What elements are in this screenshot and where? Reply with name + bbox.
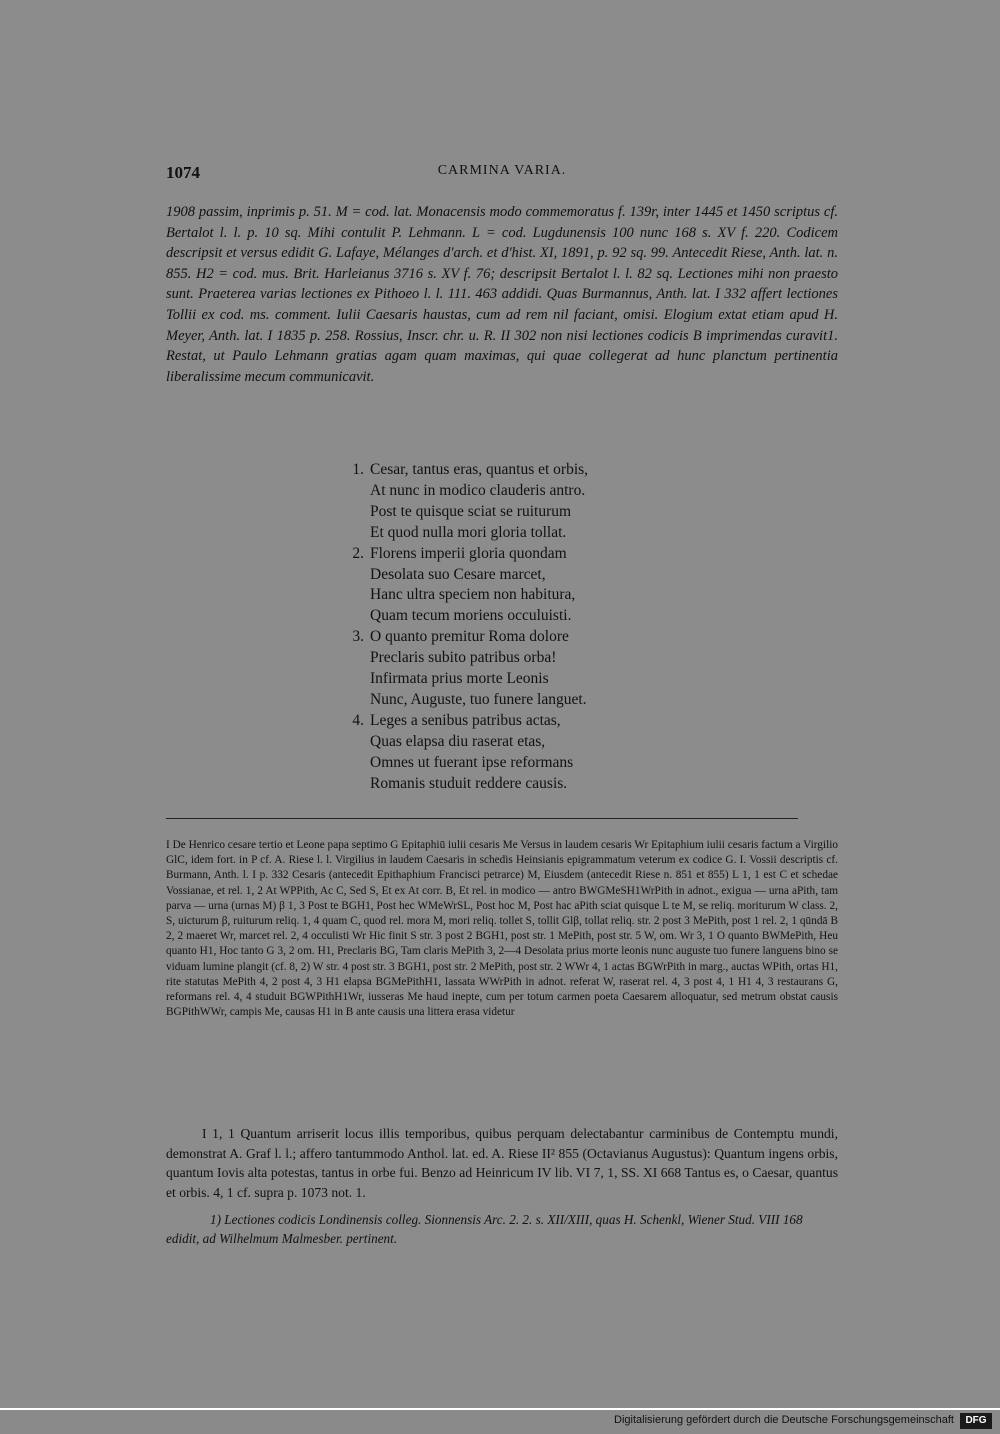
stanza-number [336, 606, 370, 627]
footnote [166, 1210, 838, 1248]
verse-line [336, 565, 716, 586]
verse-line [336, 502, 716, 523]
divider [166, 818, 798, 819]
verse-text: Desolata suo Cesare marcet, [370, 565, 546, 583]
running-title: CARMINA VARIA. [437, 163, 567, 178]
verse-text: Hanc ultra speciem non habitura, [370, 586, 576, 604]
commentary [166, 1124, 838, 1202]
verse-line [336, 648, 716, 669]
stanza [336, 544, 716, 628]
stanza [336, 627, 716, 711]
verse-text: Et quod nulla mori gloria tollat. [370, 523, 567, 541]
verse-text: O quanto premitur Roma dolore [370, 628, 569, 646]
commentary-text: I 1, 1 Quantum arriserit locus illis temporibus, quibus perquam delectabantur carminibus de Contemptu mundi, demonstrat A. Graf l. l.; affero tantummodo Anthol. lat. ed. A. Riese II² 855 (Octavianus Augustus): Quantum ingens orbis, quantum Iovis alta potestas, tantus in orbe fui. Benzo ad Heinricum IV lib. VI 7, 1, SS. XI 668 Tantus es, o Caesar, quantus et orbis. 4, 1 cf. supra p. 1073 not. 1. [166, 1126, 838, 1200]
verse-line [336, 544, 716, 565]
verse-line [336, 523, 716, 544]
verse-text: Quam tecum moriens occuluisti. [370, 607, 572, 625]
stanza-number: 2. [352, 544, 364, 562]
stanza-number [336, 523, 370, 544]
stanza-number [336, 585, 370, 606]
verse-text: Quas elapsa diu raserat etas, [370, 732, 546, 750]
introduction-paragraph [166, 202, 838, 387]
verse-text: Preclaris subito patribus orba! [370, 649, 557, 667]
stanza-number [336, 565, 370, 586]
verse-text: Omnes ut fuerant ipse reformans [370, 753, 574, 771]
page-header [166, 163, 838, 185]
verse-line [336, 481, 716, 502]
verse-line [336, 627, 716, 648]
footnote-text: 1) Lectiones codicis Londinensis colleg. Sionnensis Arc. 2. 2. s. XII/XIII, quas H. Schenkl, Wiener Stud. VIII 168 edidit, ad Wilhelmum Malmesber. pertinent. [166, 1212, 803, 1246]
verse-text: Post te quisque sciat se ruiturum [370, 502, 572, 520]
verse-text: Nunc, Auguste, tuo funere languet. [370, 690, 587, 708]
critical-apparatus [166, 838, 838, 1020]
verse-line [336, 690, 716, 711]
verse-text: Florens imperii gloria quondam [370, 544, 567, 562]
verse-text: Romanis studuit reddere causis. [370, 774, 568, 792]
verse-text: Cesar, tantus eras, quantus et orbis, [370, 461, 589, 478]
stanza-number [336, 753, 370, 774]
verse-line [336, 669, 716, 690]
page-number: 1074 [166, 163, 200, 182]
poem [336, 460, 716, 795]
stanza-number [336, 648, 370, 669]
verse-text: At nunc in modico clauderis antro. [370, 481, 586, 499]
verse-line [336, 774, 716, 795]
stanza [336, 460, 716, 544]
stanza-number [336, 774, 370, 795]
viewer-footer [0, 1408, 1000, 1434]
verse-line [336, 606, 716, 627]
verse-line [336, 585, 716, 606]
stanza-number: 1. [352, 461, 364, 478]
dfg-logo: DFG [960, 1413, 992, 1429]
stanza-number [336, 690, 370, 711]
verse-text: Leges a senibus patribus actas, [370, 711, 561, 729]
verse-line [336, 460, 716, 481]
stanza-number: 3. [352, 628, 364, 646]
stanza-number [336, 502, 370, 523]
stanza-number [336, 481, 370, 502]
verse-text: Infirmata prius morte Leonis [370, 670, 549, 688]
stanza-number [336, 669, 370, 690]
verse-line [336, 732, 716, 753]
stanza-number [336, 732, 370, 753]
verse-line [336, 711, 716, 732]
funding-credit: Digitalisierung gefördert durch die Deutsche Forschungsgemeinschaft [614, 1414, 954, 1426]
apparatus-text: I De Henrico cesare tertio et Leone papa septimo G Epitaphiū iulii cesaris Me Versus in laudem cesaris Wr Epitaphium iulii cesaris factum a Virgilio GlC, idem fort. in P cf. A. Riese l. l. Virgilius in laudem Caesaris in schedis Heinsianis epigrammatum veterum ex codice G. I. Vossii descriptis cf. Burmann, Anth. l. I p. 332 Cesaris (antecedit Epithaphium Francisci petrarce) M, Eiusdem (antecedit Riese n. 851 et 855) L 1, 1 est C et schedae Vossianae, et rel. 1, 2 At WPPith, Ac C, Sed S, Et ex At corr. B, Et rel. in modico — antro BWGMeSH1WrPith in adnot., exigua — urna aPith, tam parva — urna (urnas M) β 1, 3 Post te BGH1, Post hec WMeWrSL, Post hoc M, Post hac aPith sciat quisque L te M, se reliq. moriturum W class. 2, S, uicturum β, ruiturum reliq. 1, 4 quam C, quod rel. mora M, mori reliq. tollet S, tollit Glβ, tollat reliq. str. 2 post 3 MePith, post 1 rel. 2, 1 qūndā B 2, 2 maeret Wr, marcet rel. 2, 4 occulisti Wr Hic finit S str. 3 post 2 BGH1, post str. 1 MePith, post str. 5 W, om. Wr 3, 1 O quanto BWMePith, Heu quanto H1, Hoc tanto G 3, 2 om. H1, Preclaris BG, Tam claris MePith 3, 2—4 Desolata prius morte leonis nunc auguste tuo funere languens bino se viduam lumine plangit (cf. 8, 2) W str. 4 post str. 3 BGH1, post str. 2 MePith, post str. 2 WWr 4, 1 actas BGWrPith in marg., auctas WPith, ortas H1, rite statutas MePith 4, 2 post 4, 3 H1 elapsa BGMePithH1, lassata WWrPith in adnot. referat W, raserat rel. 4, 3 post 4, 1 H1 4, 3 restaurans G, reformans rel. 4, 4 studuit BGWPithH1Wr, iusseras Me haud inepte, cum per totum carmen poeta Caesarem alloquatur, sed metrum obstat causis BGPithWWr, campis Me, causas H1 in B ante causis una littera erasa videtur [166, 839, 838, 1019]
verse-line [336, 753, 716, 774]
stanza [336, 711, 716, 795]
stanza-number: 4. [352, 711, 364, 729]
introduction-text: 1908 passim, inprimis p. 51. M = cod. lat. Monacensis modo commemoratus f. 139r, inter 1445 et 1450 scriptus cf. Bertalot l. l. p. 10 sq. Mihi contulit P. Lehmann. L = cod. Lugdunensis 100 nunc 168 s. XV f. 220. Codicem descripsit et versus edidit G. Lafaye, Mélanges d'arch. et d'hist. XI, 1891, p. 92 sq. 99. Antecedit Riese, Anth. lat. n. 855. H2 = cod. mus. Brit. Harleianus 3716 s. XV f. 76; descripsit Bertalot l. l. 82 sq. Lectiones mihi non praesto sunt. Praeterea varias lectiones ex Pithoeo l. l. 111. 463 addidi. Quas Burmannus, Anth. lat. I 332 affert lectiones Tollii ex cod. ms. comment. Iulii Caesaris haustas, cum ad rem nil faciant, omisi. Elogium extat etiam apud H. Meyer, Anth. lat. I 1835 p. 258. Rossius, Inscr. chr. u. R. II 302 non nisi lectiones codicis B imprimendas curavit1. Restat, ut Paulo Lehmann gratias agam quam maximas, qui quae collegerat ad hunc planctum pertinentia liberalissime mecum communicavit. [166, 204, 838, 385]
